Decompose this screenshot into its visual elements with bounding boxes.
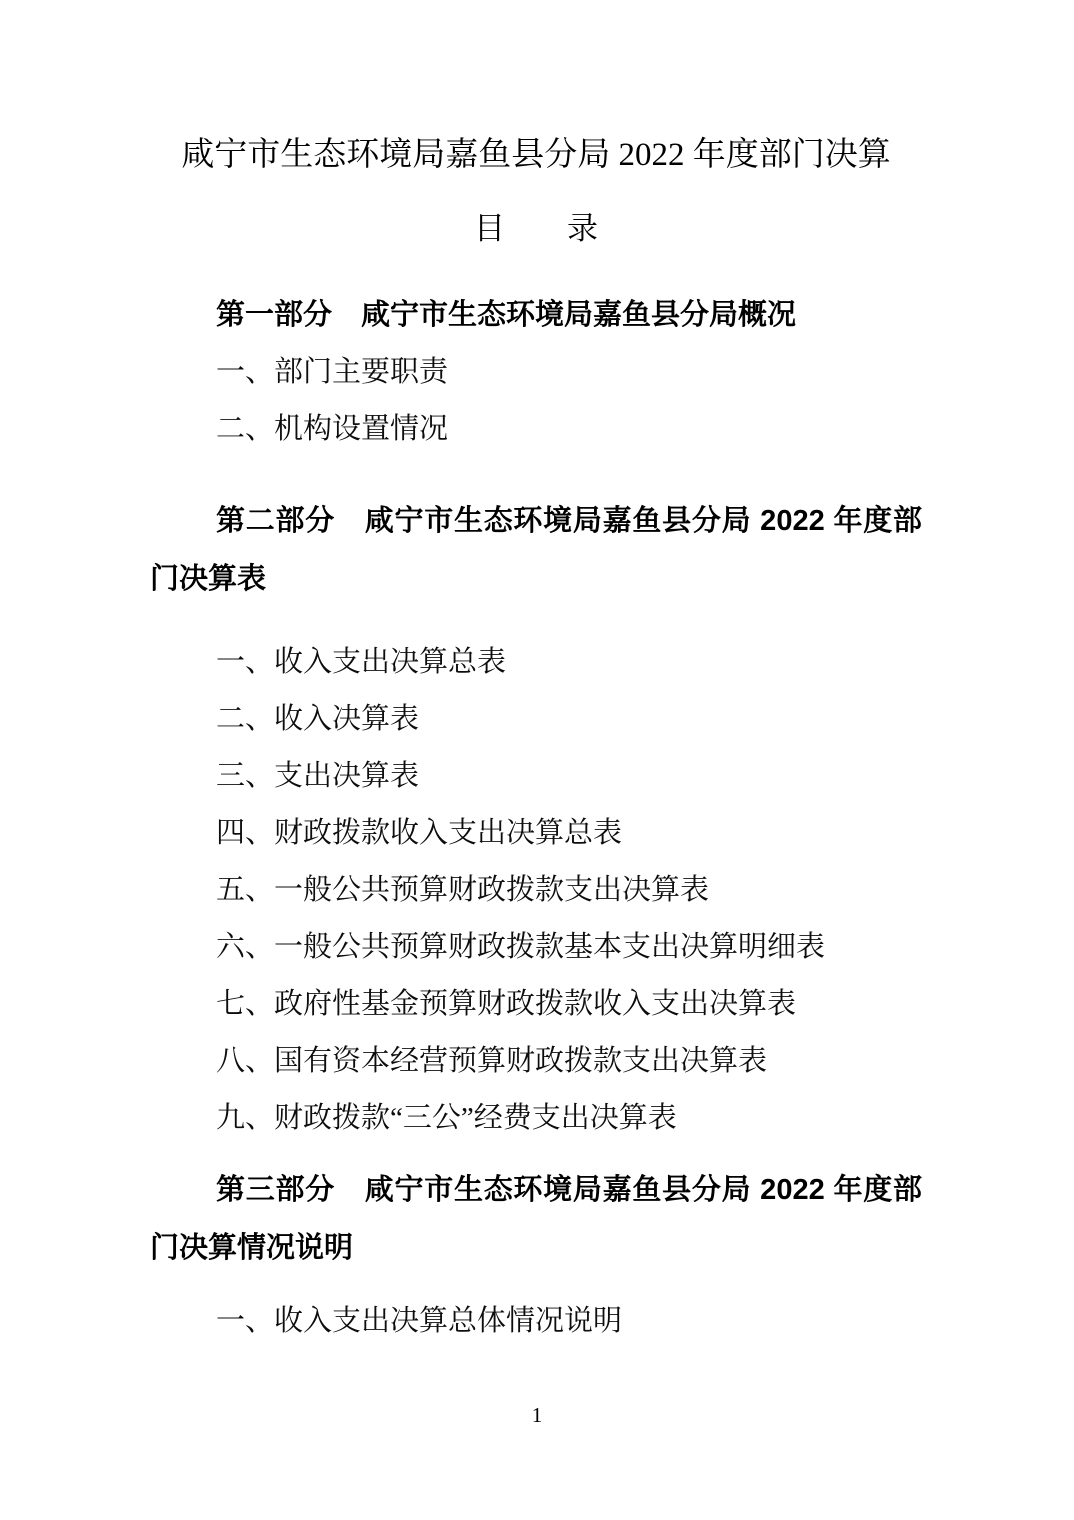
document-title: 咸宁市生态环境局嘉鱼县分局 2022 年度部门决算 bbox=[181, 137, 891, 173]
toc-item: 一、收入支出决算总表 bbox=[216, 646, 507, 678]
toc-item: 九、财政拨款“三公”经费支出决算表 bbox=[216, 1102, 677, 1134]
page-number: 1 bbox=[531, 1403, 543, 1427]
toc-item: 八、国有资本经营预算财政拨款支出决算表 bbox=[216, 1045, 768, 1077]
section-part-2 bbox=[150, 492, 922, 1147]
section-3-items bbox=[150, 1293, 922, 1350]
toc-item: 二、收入决算表 bbox=[216, 703, 420, 735]
section-3-heading: 第三部分 咸宁市生态环境局嘉鱼县分局 2022 年度部门决算情况说明 bbox=[150, 1174, 922, 1264]
toc-item: 一、部门主要职责 bbox=[216, 356, 449, 388]
toc-item: 六、一般公共预算财政拨款基本支出决算明细表 bbox=[216, 931, 826, 963]
toc-item: 一、收入支出决算总体情况说明 bbox=[216, 1305, 623, 1337]
section-2-items bbox=[150, 634, 922, 1147]
section-2-heading: 第二部分 咸宁市生态环境局嘉鱼县分局 2022 年度部门决算表 bbox=[150, 505, 922, 595]
toc-item: 七、政府性基金预算财政拨款收入支出决算表 bbox=[216, 988, 797, 1020]
section-part-1 bbox=[150, 286, 922, 458]
toc-item: 四、财政拨款收入支出决算总表 bbox=[216, 817, 623, 849]
toc-item: 三、支出决算表 bbox=[216, 760, 420, 792]
toc-heading: 目 录 bbox=[474, 211, 598, 246]
toc-item: 五、一般公共预算财政拨款支出决算表 bbox=[216, 874, 710, 906]
section-part-3 bbox=[150, 1161, 922, 1350]
section-1-heading: 第一部分 咸宁市生态环境局嘉鱼县分局概况 bbox=[216, 299, 797, 331]
section-1-items bbox=[150, 344, 922, 458]
toc-item: 二、机构设置情况 bbox=[216, 413, 449, 445]
